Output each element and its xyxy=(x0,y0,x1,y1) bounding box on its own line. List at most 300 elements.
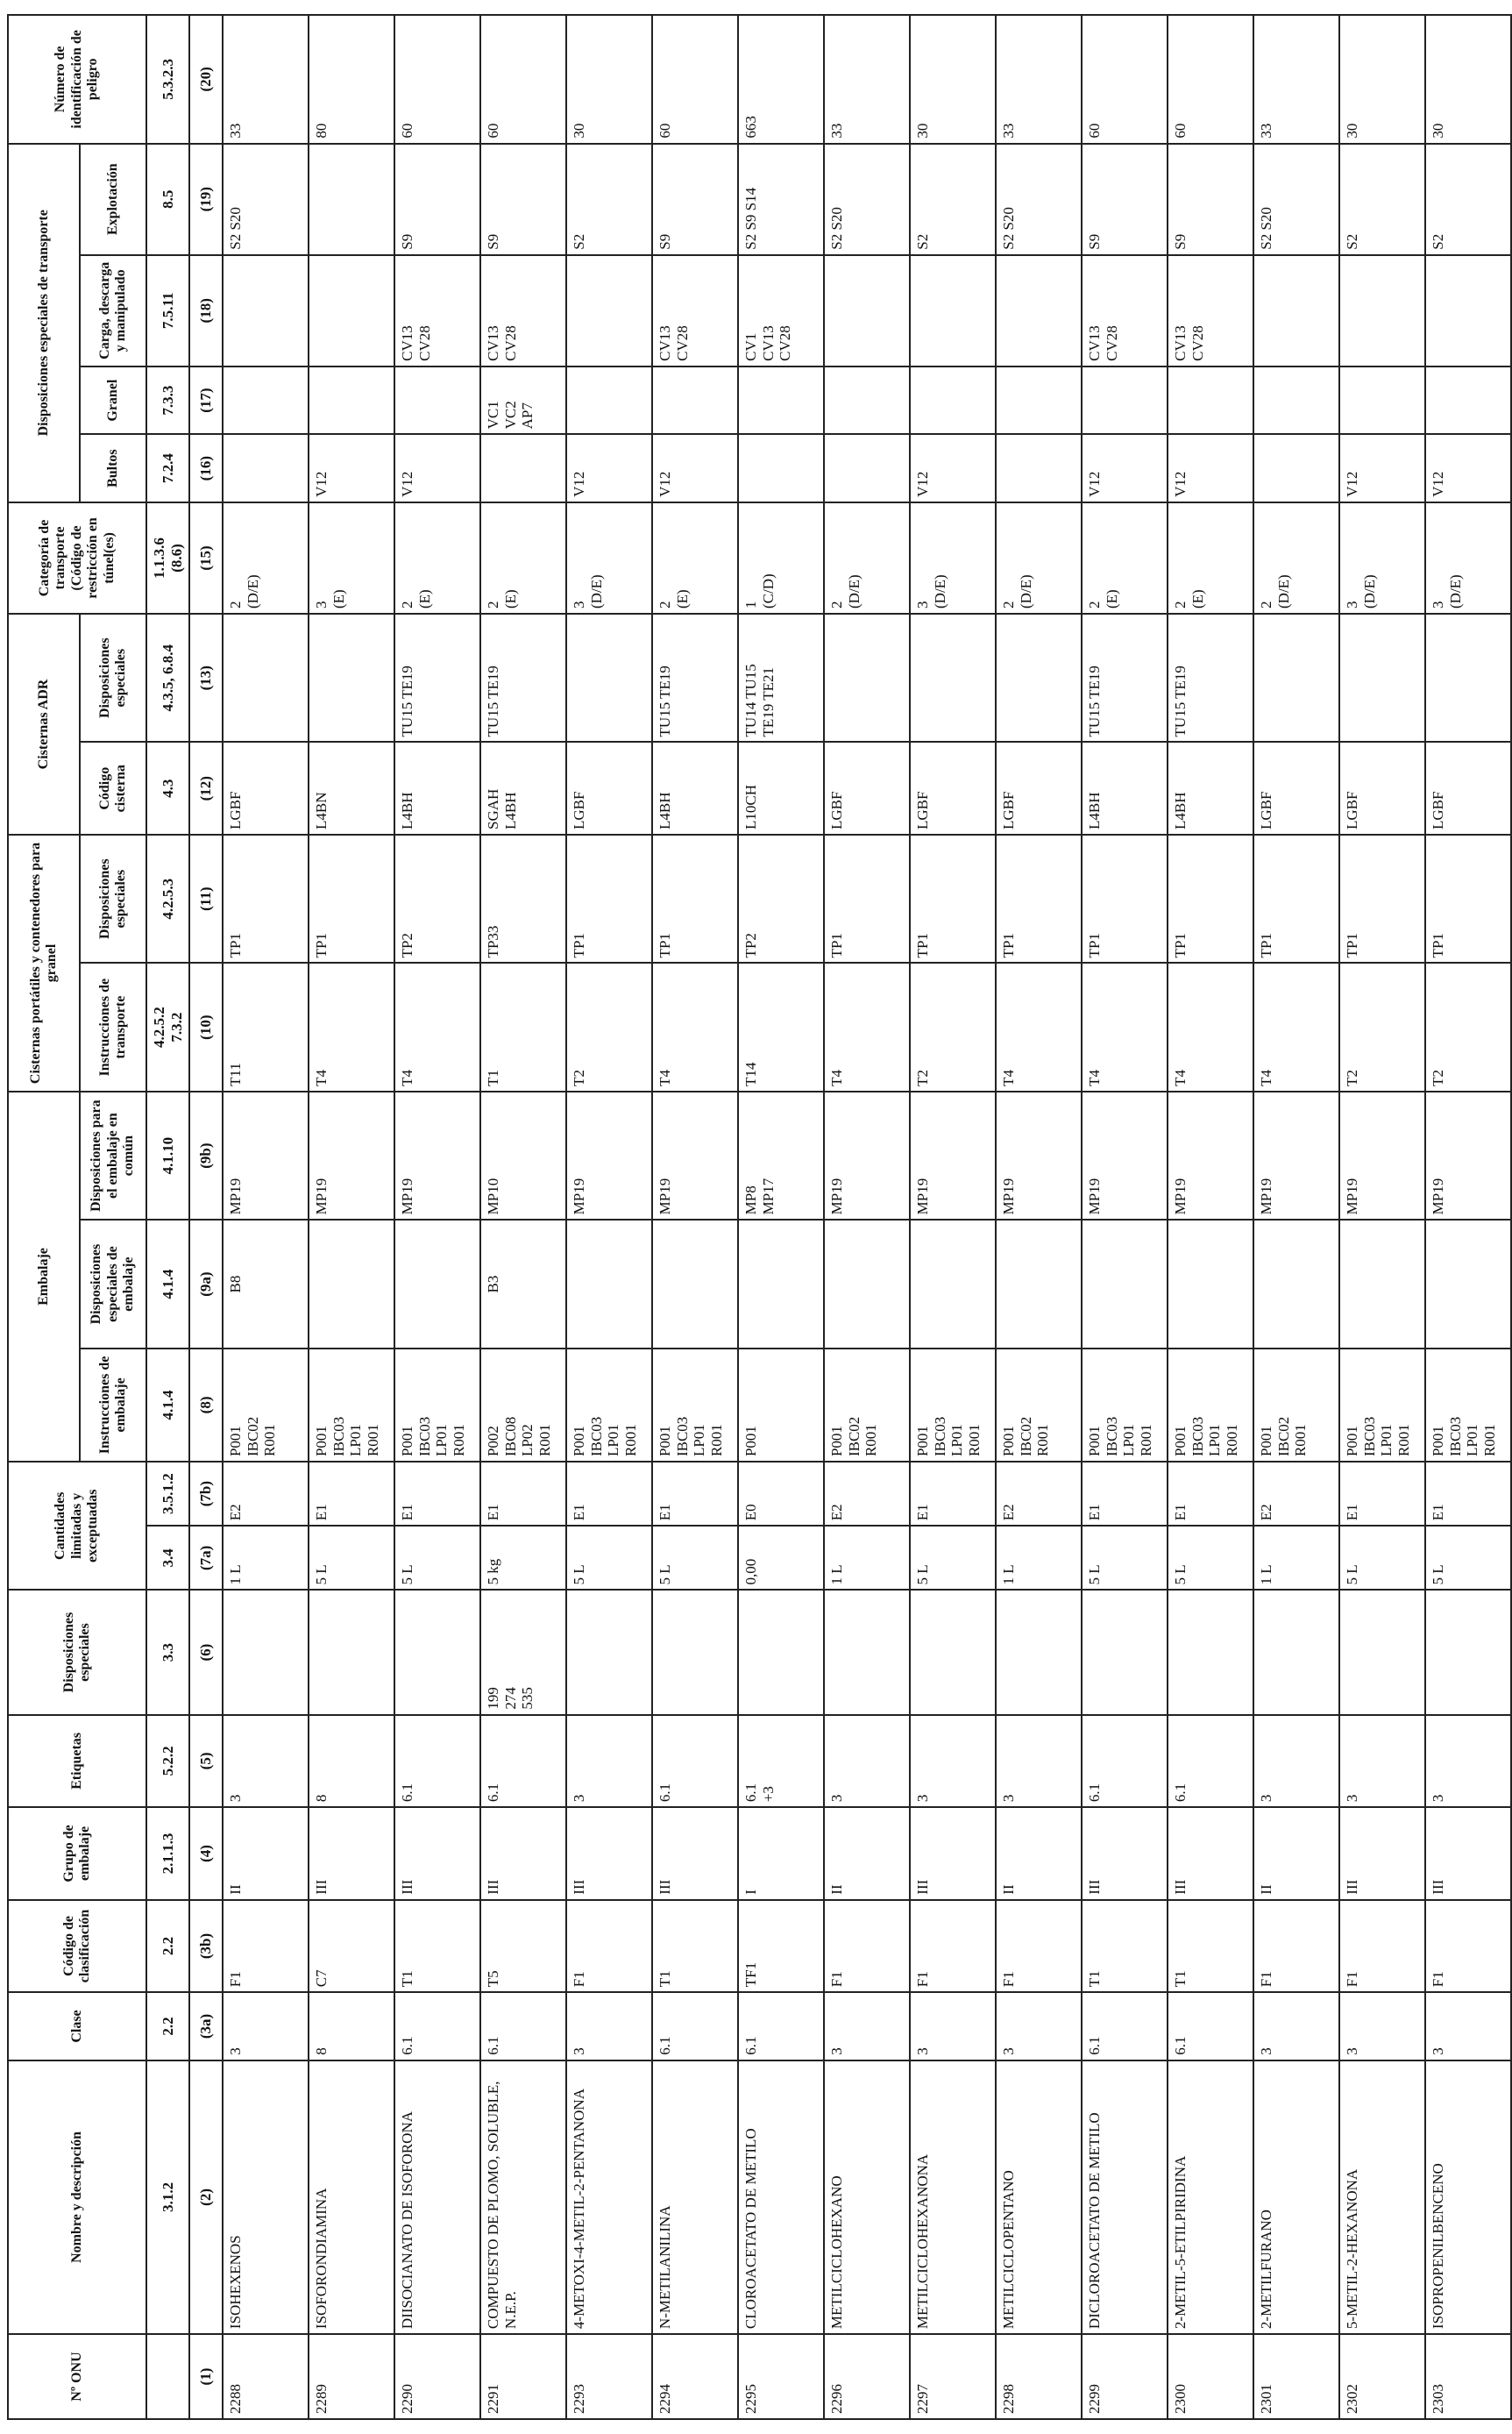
table-cell: L4BH xyxy=(1082,742,1168,835)
table-cell: E1 xyxy=(566,1462,652,1526)
header-onu: Nº ONU xyxy=(8,2334,146,2419)
table-cell: E2 xyxy=(996,1462,1082,1526)
table-cell xyxy=(1168,367,1253,435)
table-cell: S2 S20 xyxy=(824,144,910,255)
table-cell: DICLOROACETATO DE METILO xyxy=(1082,2060,1168,2334)
table-cell: S9 xyxy=(394,144,480,255)
column-number-cell: (16) xyxy=(189,434,223,502)
table-cell: MP19 xyxy=(309,1092,394,1220)
table-cell: LGBF xyxy=(996,742,1082,835)
table-cell: ISOFORONDIAMINA xyxy=(309,2060,394,2334)
table-cell xyxy=(996,255,1082,367)
header-embalaje: Embalaje xyxy=(8,1092,80,1462)
table-cell xyxy=(1253,614,1339,742)
table-cell: 2 (E) xyxy=(1082,502,1168,614)
table-cell: TP1 xyxy=(910,835,996,963)
table-cell: T4 xyxy=(652,963,738,1091)
column-number-cell: (7b) xyxy=(189,1462,223,1526)
column-number-cell: (9a) xyxy=(189,1220,223,1348)
table-cell: V12 xyxy=(309,434,394,502)
table-cell: T1 xyxy=(1168,1900,1253,1993)
table-cell: T1 xyxy=(652,1900,738,1993)
table-cell: T14 xyxy=(738,963,824,1091)
table-cell: 33 xyxy=(1253,15,1339,144)
table-cell: F1 xyxy=(566,1900,652,1993)
column-number-cell: (12) xyxy=(189,742,223,835)
header-codigo-cisterna: Código cisterna xyxy=(80,742,146,835)
table-cell: 3 xyxy=(1253,1715,1339,1808)
table-cell: TP1 xyxy=(1168,835,1253,963)
table-cell: E2 xyxy=(824,1462,910,1526)
table-cell: 1 L xyxy=(824,1526,910,1590)
table-cell xyxy=(1082,1590,1168,1714)
table-cell: 60 xyxy=(480,15,566,144)
table-cell: MP19 xyxy=(1425,1092,1511,1220)
table-cell: III xyxy=(1082,1807,1168,1900)
table-cell: MP10 xyxy=(480,1092,566,1220)
table-cell: MP19 xyxy=(1339,1092,1425,1220)
table-row xyxy=(1253,15,1339,2419)
table-cell xyxy=(394,367,480,435)
table-cell: S9 xyxy=(480,144,566,255)
table-cell: T1 xyxy=(480,963,566,1091)
table-row xyxy=(566,15,652,2419)
column-number-cell: (8) xyxy=(189,1349,223,1462)
table-cell: ISOHEXENOS xyxy=(223,2060,309,2334)
table-cell: 33 xyxy=(996,15,1082,144)
table-cell: 5 L xyxy=(394,1526,480,1590)
table-cell: P002 IBC08 LP02 R001 xyxy=(480,1349,566,1462)
table-cell xyxy=(910,614,996,742)
table-row xyxy=(223,15,309,2419)
table-cell xyxy=(652,367,738,435)
table-cell: S2 xyxy=(1339,144,1425,255)
table-cell: II xyxy=(1253,1807,1339,1900)
table-cell: LGBF xyxy=(1425,742,1511,835)
reference-cell xyxy=(146,2334,189,2419)
reference-cell: 3.3 xyxy=(146,1590,189,1714)
table-cell xyxy=(394,1590,480,1714)
table-cell: 3 xyxy=(996,1715,1082,1808)
header-grupo: Grupo de embalaje xyxy=(8,1807,146,1900)
column-number-cell: (6) xyxy=(189,1590,223,1714)
table-cell: III xyxy=(566,1807,652,1900)
table-cell xyxy=(1425,614,1511,742)
table-cell: 2 (E) xyxy=(1168,502,1253,614)
table-cell: V12 xyxy=(652,434,738,502)
column-number-cell: (15) xyxy=(189,502,223,614)
table-cell xyxy=(394,1220,480,1348)
table-cell: S9 xyxy=(1082,144,1168,255)
table-cell: 8 xyxy=(309,1715,394,1808)
header-bultos: Bultos xyxy=(80,434,146,502)
table-cell xyxy=(1168,1220,1253,1348)
table-cell: 3 xyxy=(223,1992,309,2060)
table-cell: MP19 xyxy=(394,1092,480,1220)
table-cell xyxy=(910,1220,996,1348)
table-cell: P001 IBC02 R001 xyxy=(1253,1349,1339,1462)
table-cell: F1 xyxy=(1253,1900,1339,1993)
table-cell: 3 xyxy=(1425,1715,1511,1808)
header-adr-disp-esp: Disposiciones especiales xyxy=(80,614,146,742)
table-cell xyxy=(223,1590,309,1714)
table-cell: CV13 CV28 xyxy=(1168,255,1253,367)
table-cell: F1 xyxy=(910,1900,996,1993)
table-cell: 0,00 xyxy=(738,1526,824,1590)
table-cell: 3 xyxy=(1253,1992,1339,2060)
table-cell: III xyxy=(394,1807,480,1900)
column-number-cell: (13) xyxy=(189,614,223,742)
table-cell: 5 L xyxy=(652,1526,738,1590)
table-cell: 2293 xyxy=(566,2334,652,2419)
reference-cell: 7.2.4 xyxy=(146,434,189,502)
table-cell xyxy=(1082,1220,1168,1348)
reference-cell: 4.1.4 xyxy=(146,1220,189,1348)
table-cell: 3 xyxy=(824,1715,910,1808)
table-cell: T2 xyxy=(1339,963,1425,1091)
table-cell: 6.1 xyxy=(394,1715,480,1808)
table-row xyxy=(910,15,996,2419)
table-cell: 2 (E) xyxy=(480,502,566,614)
reference-cell: 7.3.3 xyxy=(146,367,189,435)
table-cell: P001 IBC02 R001 xyxy=(824,1349,910,1462)
table-cell xyxy=(1339,1590,1425,1714)
table-cell: S2 S9 S14 xyxy=(738,144,824,255)
reference-cell: 2.2 xyxy=(146,1992,189,2060)
table-cell xyxy=(223,614,309,742)
table-cell: DIISOCIANATO DE ISOFORONA xyxy=(394,2060,480,2334)
table-cell: 2296 xyxy=(824,2334,910,2419)
table-cell: L4BN xyxy=(309,742,394,835)
table-cell: 1 L xyxy=(996,1526,1082,1590)
table-cell: P001 IBC03 LP01 R001 xyxy=(1339,1349,1425,1462)
column-number-cell: (4) xyxy=(189,1807,223,1900)
table-cell: F1 xyxy=(1339,1900,1425,1993)
header-disp-especiales: Disposiciones especiales xyxy=(8,1590,146,1714)
table-cell xyxy=(1253,255,1339,367)
table-cell: P001 xyxy=(738,1349,824,1462)
table-cell: T5 xyxy=(480,1900,566,1993)
table-cell: MP19 xyxy=(1082,1092,1168,1220)
table-cell: CV13 CV28 xyxy=(480,255,566,367)
table-cell: T4 xyxy=(1082,963,1168,1091)
table-cell: 6.1 xyxy=(1168,1992,1253,2060)
table-cell: 663 xyxy=(738,15,824,144)
table-cell: 33 xyxy=(824,15,910,144)
table-cell: P001 IBC03 LP01 R001 xyxy=(566,1349,652,1462)
reference-cell: 4.2.5.2 7.3.2 xyxy=(146,963,189,1091)
table-cell: 6.1 xyxy=(1082,1715,1168,1808)
table-cell: 2300 xyxy=(1168,2334,1253,2419)
table-cell: LGBF xyxy=(910,742,996,835)
column-number-cell: (19) xyxy=(189,144,223,255)
table-cell xyxy=(309,255,394,367)
table-cell: TP2 xyxy=(394,835,480,963)
header-codigo: Código de clasificación xyxy=(8,1900,146,1993)
table-row xyxy=(996,15,1082,2419)
header-clase: Clase xyxy=(8,1992,146,2060)
table-cell: CV13 CV28 xyxy=(1082,255,1168,367)
table-cell xyxy=(1339,367,1425,435)
table-cell: 3 xyxy=(566,1992,652,2060)
table-cell: CLOROACETATO DE METILO xyxy=(738,2060,824,2334)
table-cell: 2 (D/E) xyxy=(824,502,910,614)
table-cell: P001 IBC03 LP01 R001 xyxy=(652,1349,738,1462)
table-cell: 6.1 xyxy=(480,1992,566,2060)
table-cell: 2 (E) xyxy=(652,502,738,614)
table-cell: F1 xyxy=(824,1900,910,1993)
header-disp-esp-embalaje: Disposiciones especiales de embalaje xyxy=(80,1220,146,1348)
table-cell xyxy=(652,1590,738,1714)
table-cell: P001 IBC03 LP01 R001 xyxy=(1425,1349,1511,1462)
table-cell: MP8 MP17 xyxy=(738,1092,824,1220)
table-cell xyxy=(566,1590,652,1714)
dangerous-goods-table xyxy=(7,14,1512,2420)
table-cell: 2-METIL-5-ETILPIRIDINA xyxy=(1168,2060,1253,2334)
table-cell: P001 IBC03 LP01 R001 xyxy=(910,1349,996,1462)
table-row xyxy=(480,15,566,2419)
table-cell: 30 xyxy=(566,15,652,144)
table-cell xyxy=(223,434,309,502)
table-row xyxy=(738,15,824,2419)
table-cell: 5 L xyxy=(910,1526,996,1590)
column-number-cell: (20) xyxy=(189,15,223,144)
table-cell: 3 (D/E) xyxy=(566,502,652,614)
table-cell: 2303 xyxy=(1425,2334,1511,2419)
column-number-cell: (10) xyxy=(189,963,223,1091)
table-cell: 3 xyxy=(1339,1992,1425,2060)
table-cell: TU14 TU15 TE19 TE21 xyxy=(738,614,824,742)
table-cell xyxy=(309,367,394,435)
table-cell: 2 (D/E) xyxy=(1253,502,1339,614)
table-cell: T11 xyxy=(223,963,309,1091)
table-cell: 6.1 xyxy=(1082,1992,1168,2060)
reference-cell: 4.1.4 xyxy=(146,1349,189,1462)
table-cell: III xyxy=(1425,1807,1511,1900)
table-cell: 4-METOXI-4-METIL-2-PENTANONA xyxy=(566,2060,652,2334)
reference-cell: 4.3.5, 6.8.4 xyxy=(146,614,189,742)
table-cell xyxy=(566,367,652,435)
table-cell: I xyxy=(738,1807,824,1900)
table-cell: II xyxy=(223,1807,309,1900)
table-cell: LGBF xyxy=(824,742,910,835)
table-cell: CV13 CV28 xyxy=(652,255,738,367)
reference-cell: 3.1.2 xyxy=(146,2060,189,2334)
table-cell: 3 xyxy=(1339,1715,1425,1808)
table-cell: P001 IBC03 LP01 R001 xyxy=(309,1349,394,1462)
table-body xyxy=(223,15,1511,2419)
table-cell xyxy=(738,367,824,435)
column-number-row xyxy=(189,15,223,2419)
reference-cell: 2.2 xyxy=(146,1900,189,1993)
table-cell: TU15 TE19 xyxy=(1168,614,1253,742)
table-cell: LGBF xyxy=(223,742,309,835)
table-cell: 6.1 +3 xyxy=(738,1715,824,1808)
table-row xyxy=(1339,15,1425,2419)
table-cell: B8 xyxy=(223,1220,309,1348)
table-cell xyxy=(309,1220,394,1348)
table-cell: V12 xyxy=(1168,434,1253,502)
table-cell xyxy=(309,1590,394,1714)
table-cell: 2291 xyxy=(480,2334,566,2419)
table-cell xyxy=(566,255,652,367)
table-cell xyxy=(996,1220,1082,1348)
table-cell: S2 xyxy=(910,144,996,255)
table-cell: 3 xyxy=(824,1992,910,2060)
table-cell: TP1 xyxy=(566,835,652,963)
table-cell: III xyxy=(652,1807,738,1900)
table-cell: V12 xyxy=(1082,434,1168,502)
table-cell: 5 kg xyxy=(480,1526,566,1590)
table-cell xyxy=(1253,1220,1339,1348)
table-cell xyxy=(824,255,910,367)
table-cell xyxy=(1082,367,1168,435)
table-cell: 2289 xyxy=(309,2334,394,2419)
column-number-cell: (5) xyxy=(189,1715,223,1808)
table-cell: LGBF xyxy=(566,742,652,835)
column-number-cell: (2) xyxy=(189,2060,223,2334)
table-cell: 3 xyxy=(996,1992,1082,2060)
table-cell: L4BH xyxy=(1168,742,1253,835)
table-cell: TU15 TE19 xyxy=(394,614,480,742)
table-cell: 3 xyxy=(566,1715,652,1808)
table-cell: T4 xyxy=(1168,963,1253,1091)
column-number-cell: (11) xyxy=(189,835,223,963)
table-cell: LGBF xyxy=(1339,742,1425,835)
table-cell: 3 (E) xyxy=(309,502,394,614)
table-cell: E1 xyxy=(394,1462,480,1526)
table-cell: E1 xyxy=(652,1462,738,1526)
table-cell: VC1 VC2 AP7 xyxy=(480,367,566,435)
table-row xyxy=(1425,15,1511,2419)
table-cell: 5-METIL-2-HEXANONA xyxy=(1339,2060,1425,2334)
table-cell: 3 (D/E) xyxy=(1425,502,1511,614)
table-cell: 30 xyxy=(1425,15,1511,144)
table-cell: S9 xyxy=(652,144,738,255)
table-cell: E1 xyxy=(309,1462,394,1526)
table-cell xyxy=(824,367,910,435)
table-cell xyxy=(824,434,910,502)
table-cell: E2 xyxy=(1253,1462,1339,1526)
reference-cell: 5.3.2.3 xyxy=(146,15,189,144)
table-cell: 60 xyxy=(1082,15,1168,144)
table-cell: TP1 xyxy=(652,835,738,963)
table-cell: 5 L xyxy=(1168,1526,1253,1590)
table-cell: TP1 xyxy=(1253,835,1339,963)
table-cell: III xyxy=(480,1807,566,1900)
table-cell: T1 xyxy=(1082,1900,1168,1993)
table-cell: T2 xyxy=(910,963,996,1091)
table-cell: S2 S20 xyxy=(996,144,1082,255)
column-number-cell: (3a) xyxy=(189,1992,223,2060)
table-cell: 2 (D/E) xyxy=(223,502,309,614)
table-cell xyxy=(738,434,824,502)
table-cell: V12 xyxy=(1339,434,1425,502)
table-cell xyxy=(309,144,394,255)
table-cell: TF1 xyxy=(738,1900,824,1993)
reference-cell: 8.5 xyxy=(146,144,189,255)
header-etiquetas: Etiquetas xyxy=(8,1715,146,1808)
table-cell: S2 xyxy=(1425,144,1511,255)
table-cell: 5 L xyxy=(309,1526,394,1590)
table-cell xyxy=(1339,1220,1425,1348)
table-cell: 2294 xyxy=(652,2334,738,2419)
table-cell: 2288 xyxy=(223,2334,309,2419)
table-cell: 2301 xyxy=(1253,2334,1339,2419)
column-number-cell: (9b) xyxy=(189,1092,223,1220)
table-cell: E1 xyxy=(910,1462,996,1526)
table-cell: 6.1 xyxy=(1168,1715,1253,1808)
table-cell: 80 xyxy=(309,15,394,144)
table-cell: P001 IBC02 R001 xyxy=(223,1349,309,1462)
table-row xyxy=(1082,15,1168,2419)
table-cell: METILCICLOHEXANONA xyxy=(910,2060,996,2334)
table-cell: V12 xyxy=(566,434,652,502)
column-number-cell: (18) xyxy=(189,255,223,367)
table-cell: V12 xyxy=(1425,434,1511,502)
table-cell: METILCICLOHEXANO xyxy=(824,2060,910,2334)
table-cell: TP1 xyxy=(1425,835,1511,963)
table-cell: 2 (D/E) xyxy=(996,502,1082,614)
table-cell: E2 xyxy=(223,1462,309,1526)
reference-cell: 3.5.1.2 xyxy=(146,1462,189,1526)
table-cell: T4 xyxy=(1253,963,1339,1091)
table-cell: TP1 xyxy=(1082,835,1168,963)
table-cell: 8 xyxy=(309,1992,394,2060)
table-cell: 2302 xyxy=(1339,2334,1425,2419)
table-cell: MP19 xyxy=(910,1092,996,1220)
table-cell: F1 xyxy=(223,1900,309,1993)
table-cell xyxy=(910,367,996,435)
header-peligro: Número de identificación de peligro xyxy=(8,15,146,144)
header-explotacion: Explotación xyxy=(80,144,146,255)
table-row xyxy=(309,15,394,2419)
reference-cell: 4.2.5.3 xyxy=(146,835,189,963)
table-cell xyxy=(1425,255,1511,367)
table-cell xyxy=(738,1590,824,1714)
table-cell xyxy=(1168,1590,1253,1714)
table-cell: 3 (D/E) xyxy=(1339,502,1425,614)
table-cell xyxy=(566,614,652,742)
table-cell: L4BH xyxy=(394,742,480,835)
table-cell: 2 (E) xyxy=(394,502,480,614)
table-cell: V12 xyxy=(910,434,996,502)
table-cell: 199 274 535 xyxy=(480,1590,566,1714)
table-cell: COMPUESTO DE PLOMO, SOLUBLE, N.E.P. xyxy=(480,2060,566,2334)
table-row xyxy=(1168,15,1253,2419)
table-row xyxy=(394,15,480,2419)
header-granel: Granel xyxy=(80,367,146,435)
table-cell: T2 xyxy=(566,963,652,1091)
header-disp-comun: Disposiciones para el embalaje en común xyxy=(80,1092,146,1220)
table-cell: 3 xyxy=(910,1715,996,1808)
table-cell: SGAH L4BH xyxy=(480,742,566,835)
table-cell: TP33 xyxy=(480,835,566,963)
reference-cell: 7.5.11 xyxy=(146,255,189,367)
table-cell xyxy=(1339,614,1425,742)
table-cell xyxy=(824,1220,910,1348)
header-nombre: Nombre y descripción xyxy=(8,2060,146,2334)
table-cell: II xyxy=(824,1807,910,1900)
table-cell: 3 (D/E) xyxy=(910,502,996,614)
table-cell: 2298 xyxy=(996,2334,1082,2419)
column-number-cell: (3b) xyxy=(189,1900,223,1993)
table-cell: N-METILANILINA xyxy=(652,2060,738,2334)
table-cell: P001 IBC02 R001 xyxy=(996,1349,1082,1462)
table-cell: T2 xyxy=(1425,963,1511,1091)
column-number-cell: (1) xyxy=(189,2334,223,2419)
table-cell: 3 xyxy=(223,1715,309,1808)
